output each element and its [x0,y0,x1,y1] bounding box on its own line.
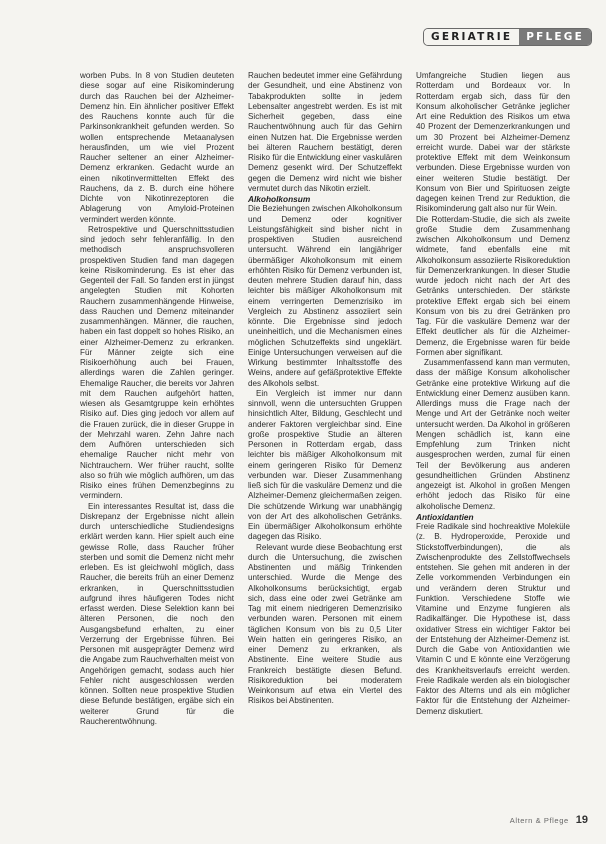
paragraph: Ein interessantes Resultat ist, dass die Diskrepanz der Ergebnisse nicht allein durch unterschiedliche Studiendesigns erklärt werden kann. Hier spielt auch eine gewisse Rolle, dass Raucher früher sterben und somit die Demenz nicht mehr erleben. Es ist gleichwohl möglich, dass Raucher, die bereits früh an einer Demenz erkranken, in Querschnittsstudien aufgrund ihres häufigeren Todes nicht erfasst werden. Diese Selektion kann bei älteren Personen, die noch den Ausgangsbefund erhalten, zu einer Verzerrung der Ergebnisse führen. Bei Personen mit ausgeprägter Demenz wird die Angabe zum Rauchverhalten meist von Angehörigen gemacht, sodass auch hier Fehler nicht ausgeschlossen werden können. Sollten neue prospektive Studien diese Befunde bestätigen, ergäbe sich ein weiterer Grund für die Raucherentwöhnung. [80,501,234,726]
paragraph: Zusammenfassend kann man vermuten, dass der mäßige Konsum alkoholischer Getränke eine protektive Wirkung auf die Entwicklung einer Demenz ausüben kann. Allerdings muss die Frage nach der Menge und Art der Getränke noch weiter untersucht werden. Da Alkohol in größeren Mengen schädlich ist, kann eine Empfehlung zum Trinken nicht ausgesprochen werden, zumal für einen Teil der Bevölkerung aus anderen gesundheitlichen Gründen Abstinenz angezeigt ist. Alkohol in großen Mengen erhöht jedoch das Risiko für eine alkoholische Demenz. [416,358,570,511]
paragraph: Die Rotterdam-Studie, die sich als zweite große Studie dem Zusammenhang zwischen Alkoholkonsum und Demenz widmete, fand ebenfalls eine mit Alkoholkonsum assoziierte Risikoreduktion für Demenzerkrankungen. In dieser Studie wurde jedoch nicht nach der Art des Getränks unterschieden. Der stärkste protektive Effekt ergab sich bei einem Konsum von bis zu drei Getränken pro Tag. Für die vaskuläre Demenz war der Effekt deutlicher als für die Alzheimer-Demenz, die Ergebnisse waren für beide Formen aber signifikant. [416,214,570,357]
page-footer [510,814,588,826]
subsection-label: PFLEGE [519,29,591,45]
section-header-tag [423,28,592,46]
paragraph: Relevant wurde diese Beobachtung erst durch die Untersuchung, die zwischen Abstinenten und mäßig Trinkenden unterschied. Wurde die Menge des Alkoholkonsums berücksichtigt, ergab sich, dass eine oder zwei Getränke am Tag mit einem niedrigeren Demenzrisiko verbunden waren. Personen mit einem täglichen Konsum von bis zu 0,5 Liter Wein hatten ein geringeres Risiko, an einer Demenz zu erkranken, als Abstinente. Eine weitere Studie aus Frankreich bestätigte diesen Befund. Risikoreduktion bei moderatem Weinkonsum auf etwa ein Viertel des Risikos bei Abstinenten. [248,542,402,706]
section-heading: Alkoholkonsum [248,194,311,204]
paragraph: Die Beziehungen zwischen Alkoholkonsum und Demenz oder kognitiver Leistungsfähigkeit sind bisher nicht in prospektiven Studien ausreichend untersucht. Während ein langjähriger übermäßiger Alkoholkonsum mit einem erhöhten Risiko für Demenz verbunden ist, deuten mehrere Studien darauf hin, dass leichter bis mäßiger Alkoholkonsum mit einem verringerten Demenzrisiko im Vergleich zu Abstinenz assoziiert sein könnte. Die Ergebnisse sind jedoch uneinheitlich, und die Mechanismen eines möglichen Schutzeffekts sind ungeklärt. Einige Untersuchungen verweisen auf die Wirkung bestimmter Inhaltsstoffe des Weins, andere auf gefäßprotektive Effekte des Alkohols selbst. [248,204,402,388]
section-heading: Antioxidantien [416,511,474,522]
text-column [248,71,402,811]
paragraph: worben Pubs. In 8 von Studien deuteten diese sogar auf eine Risikominderung durch das Rauchen bei der Alzheimer-Demenz hin. Ein ähnlicher positiver Effekt des Rauchens konnte auch für die Parkinsonkrankheit gefunden werden. So wollen entsprechende Metaanalysen herausfinden, um wie viel Prozent Raucher seltener an einer Alzheimer-Demenz erkranken. Gedacht wurde an einen nikotinvermittelten Effekt des Rauchens, da z. B. durch eine höhere Dichte von Nikotinrezeptoren die Ablagerung von Amyloid-Proteinen vermindert werden könnte. [80,71,234,224]
page-number: 19 [575,814,588,826]
paragraph: Rauchen bedeutet immer eine Gefährdung der Gesundheit, und eine Abstinenz von Tabakprodukten sollte in jedem Lebensalter angestrebt werden. Es ist mit Sicherheit gegeben, dass eine Rauchentwöhnung auch für das Gehirn einen Nutzen hat. Die Ergebnisse werden bei älteren Rauchern bestätigt, deren Risiko für die Entwicklung einer vaskulären Demenz gesenkt wird. Der Schutzeffekt gegen die Demenz wird nicht wie bisher vermutet durch das Nikotin erzielt. [248,71,402,193]
section-label: GERIATRIE [424,29,519,45]
paragraph: Umfangreiche Studien liegen aus Rotterdam und Bordeaux vor. In Rotterdam ergab sich, dass für den Konsum alkoholischer Getränke jeglicher Art eine Reduktion des Risikos um etwa 40 Prozent der Demenzerkrankungen und um 30 Prozent bei Alzheimer-Demenz erreicht wurde. Dabei war der stärkste protektive Effekt mit dem Weinkonsum verbunden. Diese Ergebnisse wurden von einer weiteren Studie bestätigt. Der Konsum von Bier und Spirituosen zeigte dagegen keinen Trend zur Reduktion, die Risikominderung galt also nur für Wein. [416,71,570,214]
article-body [80,71,570,811]
paragraph: Retrospektive und Querschnittsstudien sind jedoch sehr fehleranfällig. In den methodisch anspruchsvolleren prospektiven Studien fand man dagegen keine Risikominderung. Es ist eher das Gegenteil der Fall. So fanden erst in jüngst angelegten Studien mit Kohorten Rauchern zusammenhängende Hinweise, dass Rauchen und Demenz miteinander zusammenhängen. Männer, die rauchen, haben ein fast doppelt so hohes Risiko, an einer Alzheimer-Demenz zu erkranken. Für Männer zeigte sich eine Risikoerhöhung auch bei Frauen, allerdings waren die Zahlen geringer. Ehemalige Raucher, die bereits vor Jahren mit dem Rauchen aufgehört hatten, wiesen als Gesamtgruppe kein erhöhtes Risiko auf. Dies ging jedoch vor allem auf die Frauen zurück, die in dieser Gruppe in der Mehrzahl waren. Zehn Jahre nach dem Aufhören unterschieden sich ehemalige Raucher nicht mehr von Nichtrauchern. Wer früher raucht, sollte also so früh wie möglich aufhören, um das Risiko eines frühen Demenzbeginns zu vermindern. [80,224,234,501]
text-column [416,71,570,811]
paragraph: Freie Radikale sind hochreaktive Moleküle (z. B. Hydroperoxide, Peroxide und Stickstoffverbindungen), die als Zwischenprodukte des Zellstoffwechsels entstehen. Sie gehen mit anderen in der Zelle vorkommenden Verbindungen ein und verändern deren Struktur und Funktion. Verschiedene Stoffe wie Vitamine und Enzyme fungieren als Radikalfänger. Die Hypothese ist, dass oxidativer Stress ein wichtiger Faktor bei der Entstehung der Alzheimer-Demenz ist. Durch die Gabe von Antioxidantien wie Vitamin C und E könnte eine Verzögerung des Krankheitsverlaufs erreicht werden. Freie Radikale werden als ein biologischer Faktor des Alterns und als ein möglicher Faktor für die Entstehung der Alzheimer-Demenz diskutiert. [416,522,570,716]
text-column [80,71,234,811]
issue-label: Altern & Pflege [509,816,569,825]
paragraph: Ein Vergleich ist immer nur dann sinnvoll, wenn die untersuchten Gruppen hinsichtlich Alter, Bildung, Geschlecht und anderer Faktoren vergleichbar sind. Eine große prospektive Studie an älteren Personen in Rotterdam ergab, dass leichter bis mäßiger Alkoholkonsum mit einem geringeren Risiko für Demenz verbunden war. Dieser Zusammenhang ließ sich für die vaskuläre Demenz und die Alzheimer-Demenz gleichermaßen zeigen. Die schützende Wirkung war unabhängig von der Art des alkoholischen Getränks. Ein übermäßiger Alkoholkonsum erhöhte dagegen das Risiko. [248,388,402,542]
